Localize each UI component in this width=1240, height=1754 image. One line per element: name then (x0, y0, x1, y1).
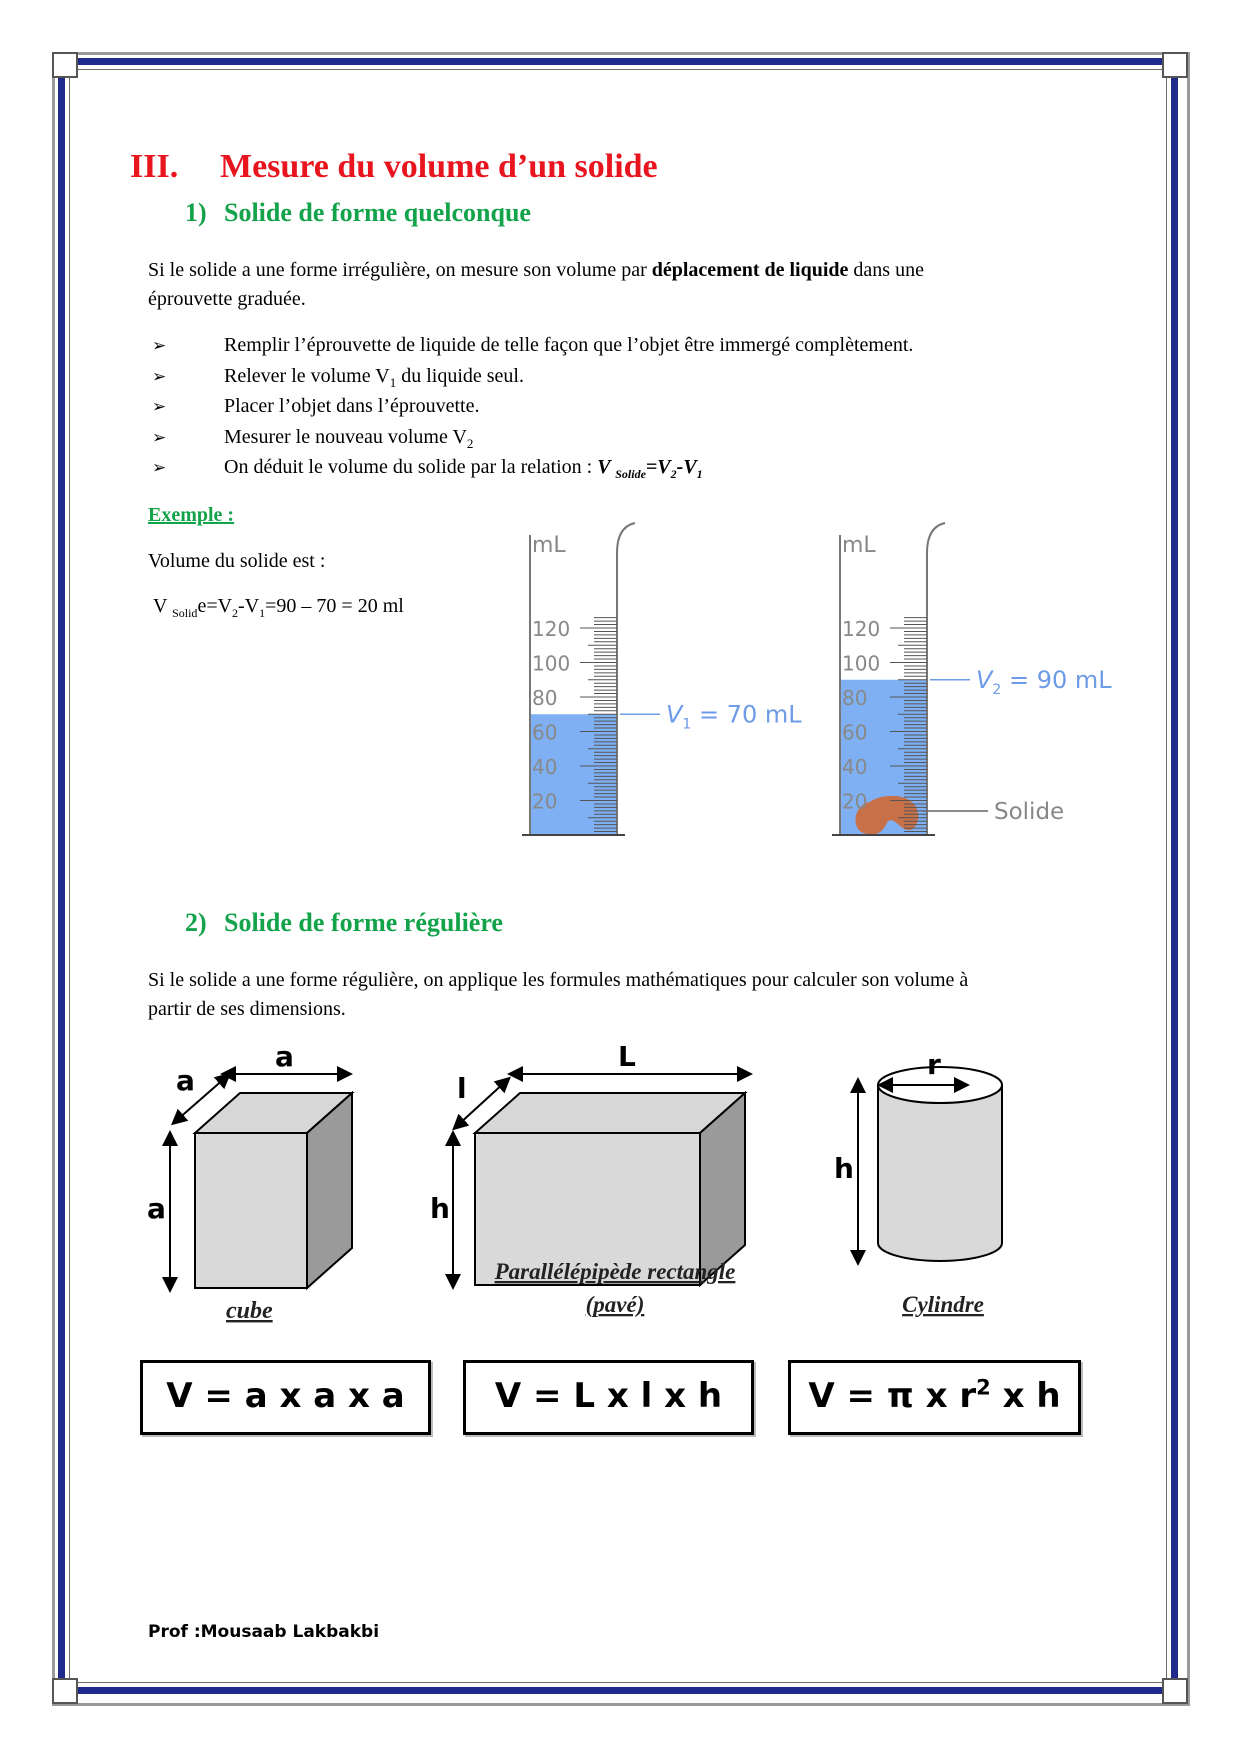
pave-shape (430, 1040, 745, 1317)
part1-title: Solide de forme quelconque (224, 198, 531, 227)
calc-part: =90 – 70 = 20 ml (265, 595, 404, 617)
step-text: Remplir l’éprouvette de liquide de telle façon que l’objet être immergé complètement. (224, 334, 914, 356)
scale-label: 40 (842, 755, 868, 779)
step-text: Relever le volume V (224, 364, 390, 387)
part1-intro (148, 256, 924, 314)
list-item (152, 452, 913, 483)
calc-part: e=V (197, 595, 233, 617)
formula-part: x h (990, 1376, 1061, 1416)
dim-label: h (834, 1152, 854, 1185)
cylinder-right (832, 523, 1112, 835)
list-item (152, 361, 913, 392)
calc-part: -V (238, 595, 260, 617)
scale-label: 80 (842, 686, 868, 710)
formula-cube: V = a x a x a (140, 1360, 431, 1435)
formula-cylinder (788, 1360, 1081, 1435)
formula-exponent: 2 (976, 1375, 991, 1400)
relation-minus: -V (676, 456, 697, 478)
step-text: On déduit le volume du solide par la relation : (224, 456, 598, 478)
scale-label: 20 (842, 789, 868, 814)
scale-label: 100 (842, 651, 881, 676)
formula-pave: V = L x l x h (463, 1360, 754, 1435)
list-item (152, 330, 913, 361)
relation-sub2: 2 (670, 467, 677, 481)
part2-heading (185, 908, 503, 938)
dim-label: a (176, 1064, 195, 1097)
unit-label: mL (532, 533, 566, 558)
arrow-bullet-icon: ➢ (152, 336, 167, 356)
cylinder-caption: Cylindre (902, 1292, 984, 1317)
part2-intro-line2: partir de ses dimensions. (148, 998, 346, 1020)
cube-shape (147, 1040, 352, 1324)
cylinder-shape (834, 1048, 1002, 1317)
calc-part: V (153, 595, 173, 617)
steps-list (152, 330, 913, 483)
relation-sub: Solide (615, 467, 646, 481)
step-text: Placer l’objet dans l’éprouvette. (224, 395, 480, 417)
relation-eq: =V (645, 456, 671, 478)
scale-label: 80 (532, 686, 558, 710)
example-text: Volume du solide est : (148, 550, 326, 572)
scale-label: 60 (842, 720, 868, 745)
corner-ornament (1162, 52, 1188, 78)
corner-ornament (52, 52, 78, 78)
part2-number: 2) (185, 908, 207, 937)
arrow-bullet-icon: ➢ (152, 427, 167, 448)
pave-caption-line2: (pavé) (585, 1292, 645, 1317)
part1-heading (185, 198, 531, 228)
calc-sub: 2 (232, 606, 239, 620)
section-number: III. (130, 148, 179, 185)
dim-label: h (430, 1192, 450, 1225)
subscript: 1 (389, 374, 397, 390)
regular-solids-figure (140, 1040, 1080, 1340)
scale-label: 100 (532, 651, 571, 676)
pave-caption-line1: Parallélépipède rectangle (494, 1259, 736, 1284)
dim-label: a (275, 1040, 294, 1073)
section-title-text: Mesure du volume d’un solide (220, 148, 658, 185)
part1-number: 1) (185, 198, 207, 227)
dim-label: r (927, 1048, 941, 1081)
example-calc (153, 595, 404, 621)
step-text: Mesurer le nouveau volume V (224, 425, 467, 448)
solid-label: Solide (994, 799, 1065, 825)
dim-label: a (147, 1192, 166, 1225)
list-item (152, 422, 913, 453)
scale-label: 60 (532, 720, 558, 745)
scale-label: 120 (532, 617, 571, 641)
section-title (130, 148, 658, 186)
cube-caption: cube (226, 1298, 273, 1324)
arrow-bullet-icon: ➢ (152, 366, 167, 387)
scale-label: 120 (842, 617, 881, 641)
arrow-bullet-icon: ➢ (152, 458, 167, 478)
corner-ornament (1162, 1678, 1188, 1704)
intro-bold: déplacement de liquide (651, 259, 849, 281)
example-label: Exemple : (148, 504, 235, 526)
dim-label: L (618, 1040, 636, 1073)
unit-label: mL (842, 533, 876, 558)
intro-text: Si le solide a une forme irrégulière, on mesure son volume par (148, 259, 652, 281)
v2-label: $V_2 = 90$ mL (976, 665, 1112, 698)
cylinder-left (522, 523, 802, 835)
v1-label: $V_1 = 70$ mL (666, 700, 802, 733)
formula-part: V = π x r (808, 1376, 977, 1416)
list-item (152, 391, 913, 422)
author-footer: Prof :Mousaab Lakbakbi (148, 1622, 380, 1642)
scale-label: 20 (532, 789, 558, 814)
part2-intro-line1: Si le solide a une forme régulière, on applique les formules mathématiques pour calculer son volume à (148, 969, 969, 991)
corner-ornament (52, 1678, 78, 1704)
subscript: 2 (466, 435, 474, 451)
graduated-cylinders-figure (520, 515, 1140, 850)
part2-intro (148, 966, 968, 1024)
scale-label: 40 (532, 755, 558, 779)
calc-sub: 1 (259, 606, 266, 620)
step-text: du liquide seul. (401, 364, 524, 387)
intro-text-end: dans une (848, 259, 924, 281)
part2-title: Solide de forme régulière (224, 908, 503, 937)
calc-sub: Solid (172, 606, 198, 620)
intro-line2: éprouvette graduée. (148, 288, 306, 310)
relation-sub1: 1 (696, 467, 703, 481)
relation-v: V (597, 456, 616, 478)
arrow-bullet-icon: ➢ (152, 397, 167, 417)
dim-label: l (457, 1072, 467, 1105)
